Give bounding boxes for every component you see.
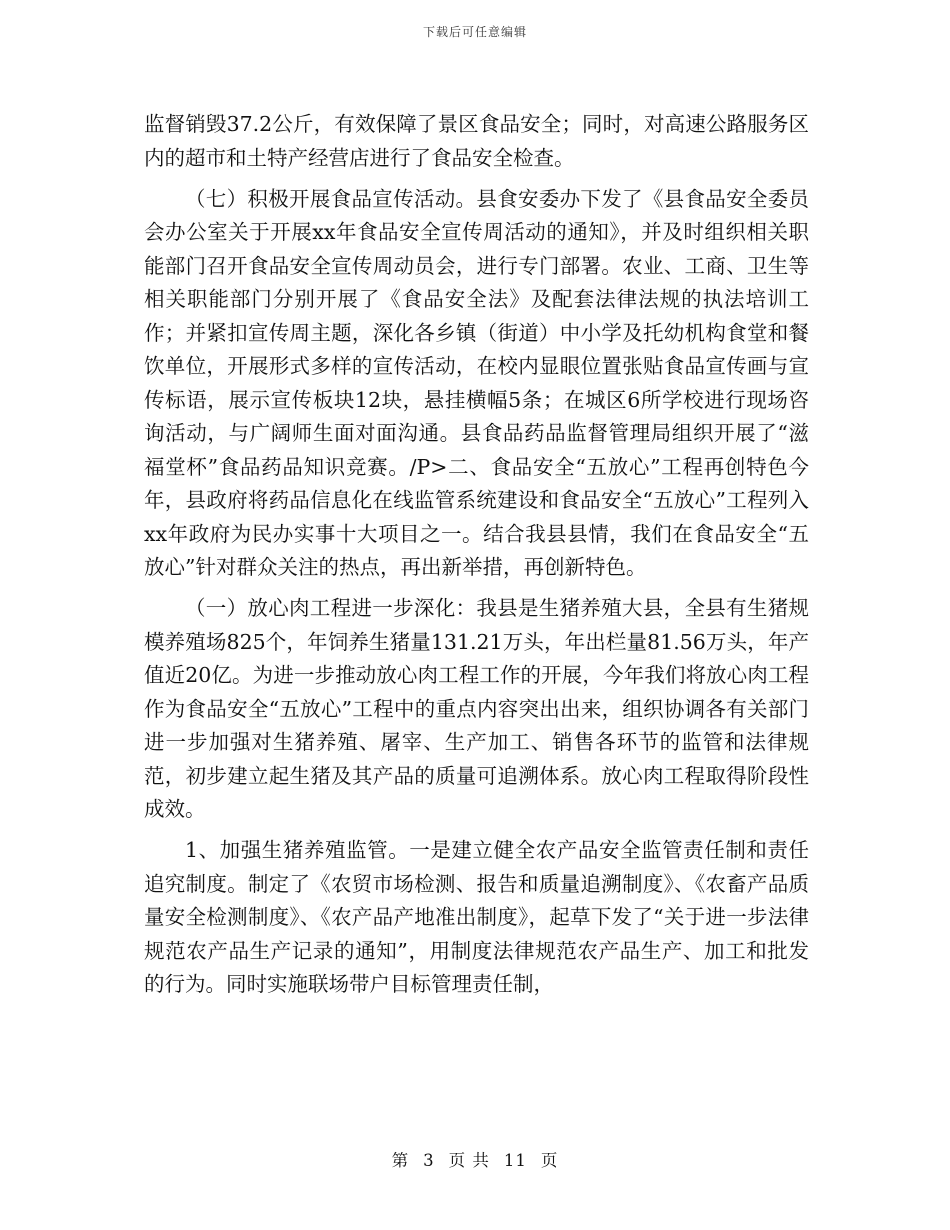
- footer-prefix: 第: [391, 1151, 410, 1170]
- footer-middle: 页 共: [448, 1151, 490, 1170]
- footer-current-page: 3: [423, 1151, 435, 1170]
- paragraph-pig-farming: 1、加强生猪养殖监管。一是建立健全农产品安全监管责任制和责任追究制度。制定了《农贸市场检测、报告和质量追溯制度》、《农畜产品质量安全检测制度》、《农产品产地准出制度》，起草下发了“关于进一步法律规范农产品生产记录的通知”，用制度法律规范农产品生产、加工和批发的行为。同时实施联场带户目标管理责任制，: [144, 838, 809, 996]
- footer-suffix: 页: [540, 1151, 559, 1170]
- paragraph-safe-meat: （一）放心肉工程进一步深化：我县是生猪养殖大县，全县有生猪规模养殖场825个，年饲养生猪量131.21万头，年出栏量81.56万头，年产值近20亿。为进一步推动放心肉工程工作的开展，今年我们将放心肉工程作为食品安全“五放心”工程中的重点内容突出出来，组织协调各有关部门进一步加强对生猪养殖、屠宰、生产加工、销售各环节的监管和法律规范，初步建立起生猪及其产品的质量可追溯体系。放心肉工程取得阶段性成效。: [144, 596, 809, 821]
- page-footer: [0, 1147, 950, 1171]
- page-header-note: 下载后可任意编辑: [422, 25, 527, 39]
- paragraph-continued: 监督销毁37.2公斤，有效保障了景区食品安全；同时，对高速公路服务区内的超市和土特产经营店进行了食品安全检查。: [144, 112, 809, 170]
- document-body: [144, 108, 809, 1009]
- footer-total-pages: 11: [503, 1151, 527, 1170]
- paragraph-publicity: （七）积极开展食品宣传活动。县食安委办下发了《县食品安全委员会办公室关于开展xx年食品安全宣传周活动的通知》，并及时组织相关职能部门召开食品安全宣传周动员会，进行专门部署。农业、工商、卫生等相关职能部门分别开展了《食品安全法》及配套法律法规的执法培训工作；并紧扣宣传周主题，深化各乡镇（街道）中小学及托幼机构食堂和餐饮单位，开展形式多样的宣传活动，在校内显眼位置张贴食品宣传画与宣传标语，展示宣传板块12块，悬挂横幅5条；在城区6所学校进行现场咨询活动，与广阔师生面对面沟通。县食品药品监督管理局组织开展了“滋福堂杯”食品药品知识竞赛。/P>二、食品安全“五放心”工程再创特色今年，县政府将药品信息化在线监管系统建设和食品安全“五放心”工程列入xx年政府为民办实事十大项目之一。结合我县县情，我们在食品安全“五放心”针对群众关注的热点，再出新举措，再创新特色。: [144, 186, 809, 579]
